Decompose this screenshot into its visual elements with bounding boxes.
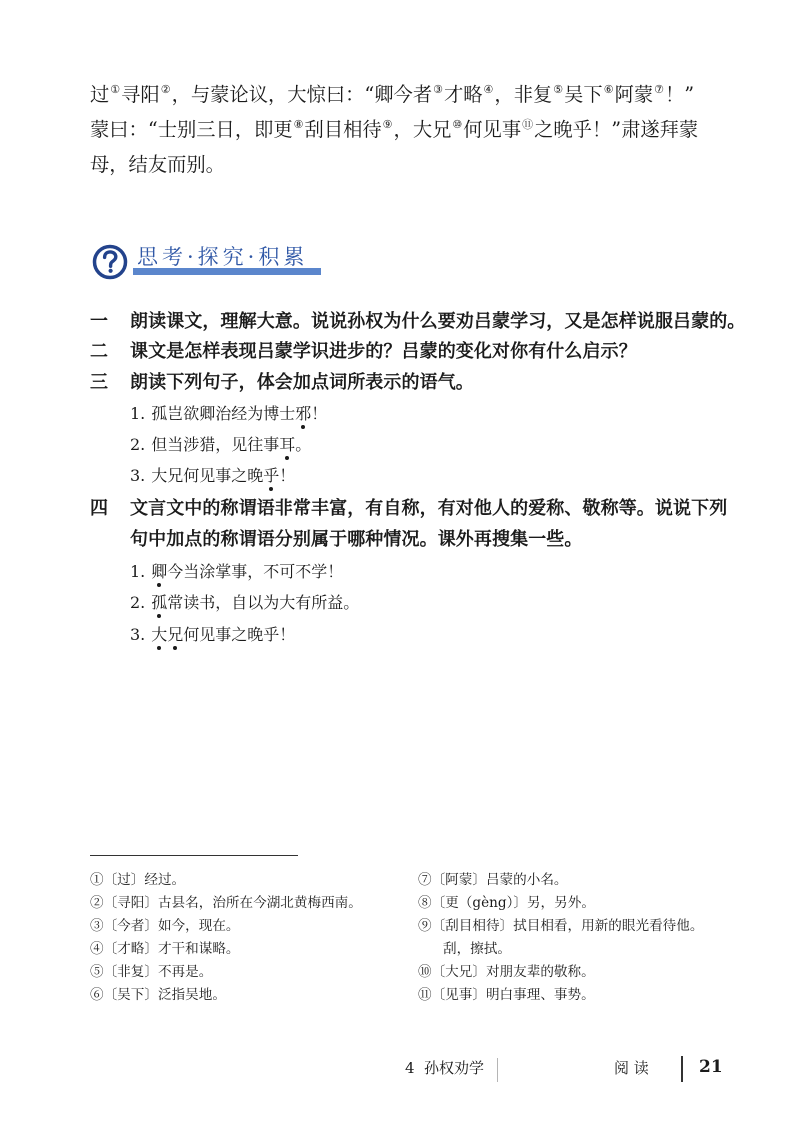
footnote <box>90 963 212 981</box>
footnote-number: ⑩ <box>418 964 432 980</box>
footnote-ref: ③ <box>433 83 443 96</box>
passage-text: 才略 <box>443 83 483 106</box>
footnote-term: 〔大兄〕 <box>431 964 486 980</box>
footnote-term: 〔吴下〕 <box>103 987 158 1003</box>
passage-line-2 <box>90 119 698 144</box>
footnote-term: 〔非复〕 <box>103 964 158 980</box>
sentence-text: 大兄何见事之晚 <box>151 466 264 485</box>
item-number: 2. <box>130 593 146 612</box>
passage-text: 何见事 <box>463 118 522 141</box>
item-number: 1. <box>130 404 146 423</box>
passage-text: 母，结友而别。 <box>90 153 225 176</box>
sentence-text: 常读书，自以为大有所益。 <box>167 593 360 612</box>
question-text: 课文是怎样表现吕蒙学识进步的？吕蒙的变化对你有什么启示？ <box>130 341 637 362</box>
passage-text: ，大兄 <box>393 118 452 141</box>
emphasized-word: 邪 <box>295 404 312 423</box>
passage-text: 吴下 <box>564 83 603 106</box>
passage-text: 之晚乎！”肃遂拜蒙 <box>534 118 699 141</box>
footnote-number: ⑧ <box>418 895 432 911</box>
footnote <box>418 871 568 889</box>
item-number: 1. <box>130 562 146 581</box>
footnote-term: 〔更（gèng）〕 <box>431 895 527 911</box>
footnote-gloss: 拭目相看，用新的眼光看待他。 <box>513 918 704 934</box>
passage-text: 阿蒙 <box>614 83 654 106</box>
passage-text: ，非复 <box>494 83 553 106</box>
footnote <box>90 940 240 958</box>
footnote <box>90 894 362 912</box>
footnote-term: 〔寻阳〕 <box>103 895 158 911</box>
sentence-text: 今当涂掌事，不可不学！ <box>167 562 344 581</box>
footnote-continuation: 刮，擦拭。 <box>443 941 511 957</box>
footnote <box>418 986 595 1004</box>
footnote-ref: ⑧ <box>293 118 304 131</box>
footnote-gloss: 吕蒙的小名。 <box>485 872 568 888</box>
footnote-number: ③ <box>90 918 104 934</box>
example-sentence <box>130 625 295 645</box>
question-number: 二 <box>90 341 108 362</box>
footnote-gloss: 经过。 <box>144 872 186 888</box>
footnote-number: ⑤ <box>90 964 104 980</box>
emphasized-word: 卿 <box>151 562 168 581</box>
footnote-number: ⑥ <box>90 987 104 1003</box>
question-text: 文言文中的称谓语非常丰富，有自称，有对他人的爱称、敬称等。说说下列 <box>130 498 728 519</box>
question-text: 句中加点的称谓语分别属于哪种情况。课外再搜集一些。 <box>130 529 583 550</box>
example-sentence <box>130 466 295 486</box>
item-number: 3. <box>130 466 146 485</box>
item-number: 2. <box>130 435 146 454</box>
footnote-divider <box>90 855 298 856</box>
sentence-text: ！ <box>279 466 296 485</box>
question-text: 朗读下列句子，体会加点词所表示的语气。 <box>130 372 474 393</box>
footnote <box>418 917 703 935</box>
passage-text: 寻阳 <box>121 83 160 106</box>
passage-text: ！” <box>665 83 695 106</box>
footnote-term: 〔才略〕 <box>103 941 158 957</box>
footnote-gloss: 对朋友辈的敬称。 <box>485 964 595 980</box>
footnote <box>90 871 185 889</box>
emphasized-word: 兄 <box>167 625 184 644</box>
footnote <box>90 917 240 935</box>
passage-text: ，与蒙论议，大惊曰：“卿今者 <box>171 83 433 106</box>
sentence-text: ！ <box>311 404 328 423</box>
footnote-number: ④ <box>90 941 104 957</box>
example-sentence <box>130 435 311 455</box>
emphasized-word: 大 <box>151 625 168 644</box>
passage-text: 蒙曰：“士别三日，即更 <box>90 118 293 141</box>
section-title: 思考·探究·积累 <box>137 245 309 269</box>
footnote <box>90 986 226 1004</box>
footnote <box>418 894 595 912</box>
footnote-term: 〔过〕 <box>103 872 145 888</box>
footnote-gloss: 古县名，治所在今湖北黄梅西南。 <box>157 895 362 911</box>
passage-text: 过 <box>90 83 110 106</box>
footnote-term: 〔见事〕 <box>431 987 486 1003</box>
passage-text: 刮目相待 <box>304 118 382 141</box>
footnote-ref: ⑨ <box>382 118 393 131</box>
footnote-term: 〔刮目相待〕 <box>431 918 514 934</box>
footnote-number: ① <box>90 872 104 888</box>
sentence-text: 。 <box>295 435 312 454</box>
footnote-term: 〔阿蒙〕 <box>431 872 486 888</box>
footnote-ref: ⑪ <box>522 118 534 131</box>
footer-divider <box>681 1056 683 1082</box>
sentence-text: 孤岂欲卿治经为博士 <box>151 404 296 423</box>
footer-divider <box>497 1058 498 1082</box>
emphasized-word: 耳 <box>279 435 296 454</box>
page-number: 21 <box>699 1057 723 1077</box>
footnote-number: ② <box>90 895 104 911</box>
footnote-number: ⑪ <box>418 987 432 1003</box>
footnote-ref: ⑩ <box>452 118 463 131</box>
emphasized-word: 孤 <box>151 593 168 612</box>
question-number: 一 <box>90 311 108 332</box>
footnote-ref: ⑥ <box>603 83 614 96</box>
footnote-ref: ⑤ <box>553 83 564 96</box>
question-number: 三 <box>90 372 108 393</box>
section-underline-bar <box>133 268 321 275</box>
question-number: 四 <box>90 498 108 519</box>
passage-line-3 <box>90 154 225 176</box>
lesson-number: 4 <box>405 1059 415 1077</box>
footnote <box>418 963 595 981</box>
example-sentence <box>130 562 343 582</box>
footnote-ref: ② <box>160 83 171 96</box>
sentence-text: 何见事之晚乎！ <box>183 625 296 644</box>
sentence-text: 但当涉猎，见往事 <box>151 435 280 454</box>
emphasized-word: 乎 <box>263 466 280 485</box>
footnote-gloss: 如今，现在。 <box>157 918 240 934</box>
item-number: 3. <box>130 625 146 644</box>
unit-label: 阅 读 <box>614 1059 649 1077</box>
example-sentence <box>130 404 327 424</box>
question-circle-icon <box>92 244 128 280</box>
lesson-title: 孙权劝学 <box>424 1059 485 1077</box>
footnote-ref: ① <box>110 83 121 96</box>
footnote-gloss: 另，另外。 <box>526 895 595 911</box>
footnote-number: ⑨ <box>418 918 432 934</box>
footnote-gloss: 不再是。 <box>157 964 213 980</box>
footnote-number: ⑦ <box>418 872 432 888</box>
footnote-ref: ⑦ <box>654 83 665 96</box>
passage-line-1 <box>90 84 694 109</box>
footnote-gloss: 才干和谋略。 <box>157 941 240 957</box>
footnote-term: 〔今者〕 <box>103 918 158 934</box>
footnote-gloss: 泛指吴地。 <box>157 987 226 1003</box>
question-text: 朗读课文，理解大意。说说孙权为什么要劝吕蒙学习，又是怎样说服吕蒙的。 <box>130 311 746 332</box>
footnote-gloss: 明白事理、事势。 <box>485 987 595 1003</box>
example-sentence <box>130 593 359 613</box>
footnote-ref: ④ <box>483 83 494 96</box>
